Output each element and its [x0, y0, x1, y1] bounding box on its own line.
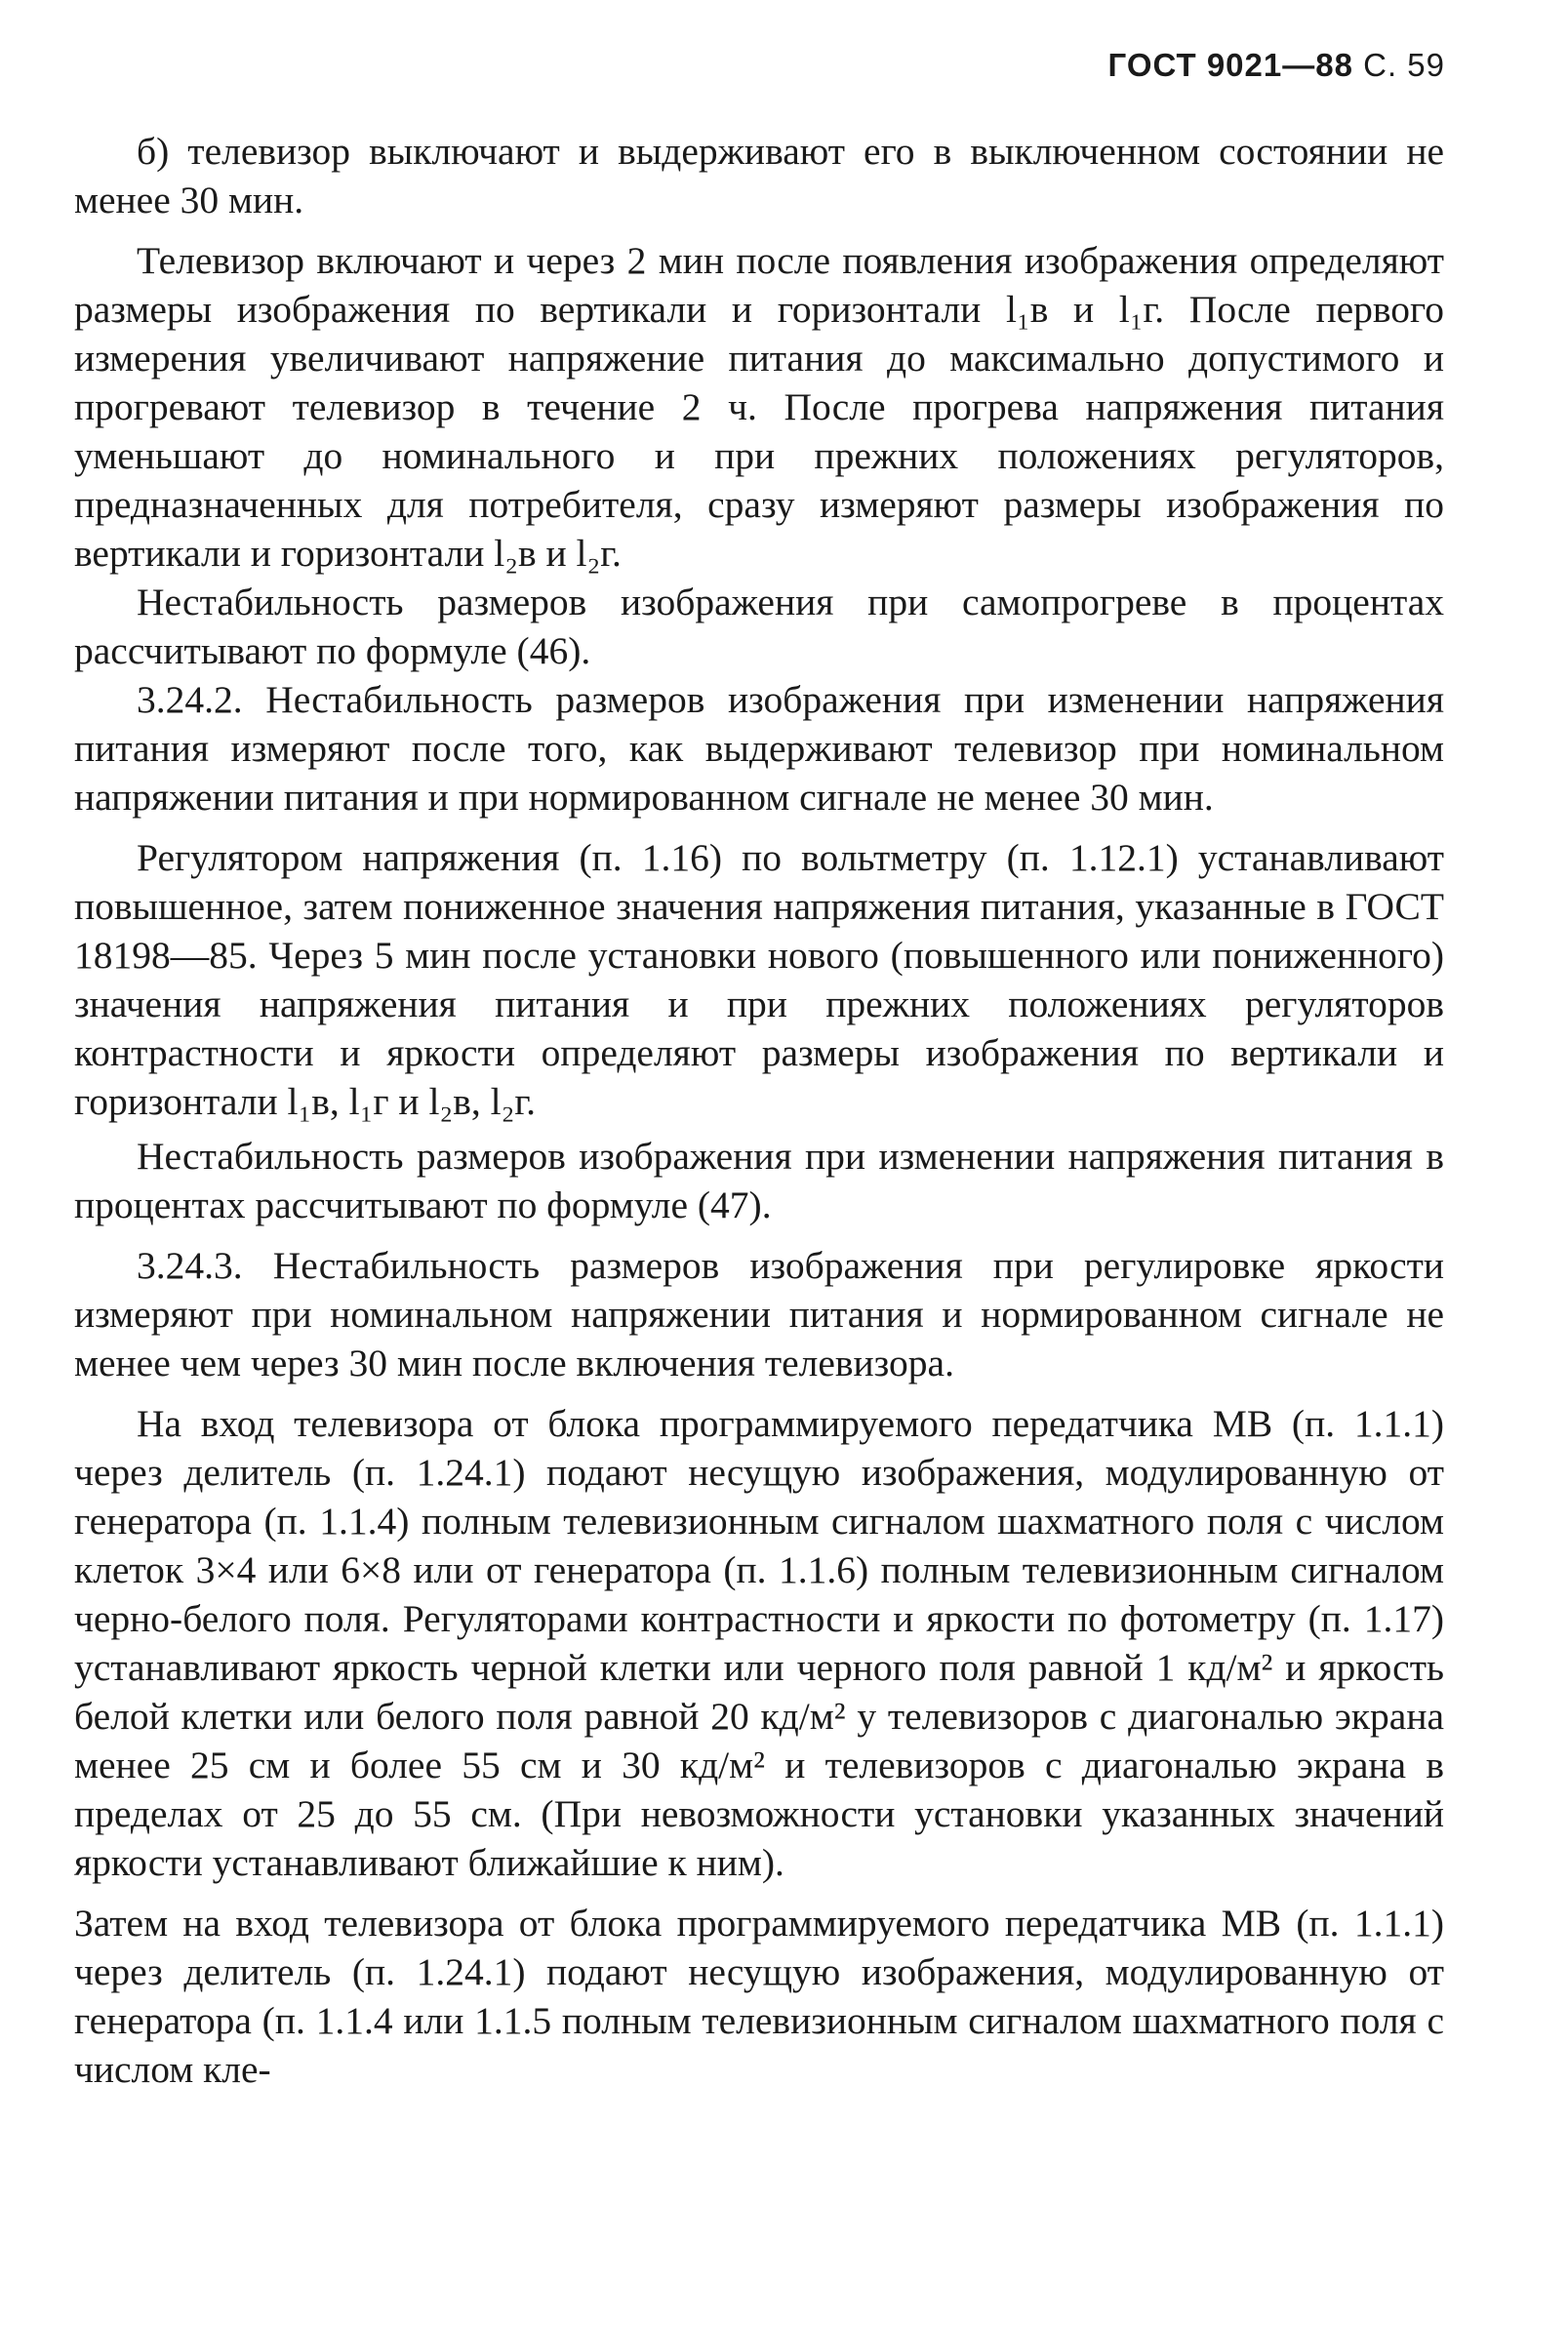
page-number: С. 59	[1363, 47, 1445, 83]
paragraph-section-3-24-2: 3.24.2. Нестабильность размеров изображения при изменении напряжения питания измеряют после того, как выдерживают телевизор при номинальном напряжении питания и при нормированном сигнале не менее 30 мин.	[74, 678, 1444, 819]
document-body	[74, 127, 1444, 2094]
paragraph-then-input: Затем на вход телевизора от блока программируемого передатчика МВ (п. 1.1.1) через делитель (п. 1.24.1) подают несущую изображения, модулированную от генератора (п. 1.1.4 или 1.1.5 полным телевизионным сигналом шахматного поля с числом кле-	[74, 1902, 1444, 2091]
paragraph-voltage-regulator: Регулятором напряжения (п. 1.16) по вольтметру (п. 1.12.1) устанавливают повышенное, затем пониженное значения напряжения питания, указанные в ГОСТ 18198—85. Через 5 мин после установки нового (повышенного или пониженного) значения напряжения питания и при прежних положениях регуляторов контрастности и яркости определяют размеры изображения по вертикали и горизонтали l₁в, l₁г и l₂в, l₂г.	[74, 836, 1444, 1123]
paragraph-section-3-24-3: 3.24.3. Нестабильность размеров изображения при регулировке яркости измеряют при номинальном напряжении питания и нормированном сигнале не менее чем через 30 мин после включения телевизора.	[74, 1244, 1444, 1384]
paragraph-self-heating-formula: Нестабильность размеров изображения при самопрогреве в процентах рассчитывают по формуле (46).	[74, 581, 1444, 672]
paragraph-voltage-formula: Нестабильность размеров изображения при изменении напряжения питания в процентах рассчитывают по формуле (47).	[74, 1135, 1444, 1226]
paragraph-item-b: б) телевизор выключают и выдерживают его в выключенном состоянии не менее 30 мин.	[74, 130, 1444, 221]
paragraph-input-setup: На вход телевизора от блока программируемого передатчика МВ (п. 1.1.1) через делитель (п. 1.24.1) подают несущую изображения, модулированную от генератора (п. 1.1.4) полным телевизионным сигналом шахматного поля с числом клеток 3×4 или 6×8 или от генератора (п. 1.1.6) полным телевизионным сигналом черно-белого поля. Регуляторами контрастности и яркости по фотометру (п. 1.17) устанавливают яркость черной клетки или черного поля равной 1 кд/м² и яркость белой клетки или белого поля равной 20 кд/м² у телевизоров с диагональю экрана менее 25 см и более 55 см и 30 кд/м² и телевизоров с диагональю экрана в пределах от 25 до 55 см. (При невозможности установки указанных значений яркости устанавливают ближайшие к ним).	[74, 1402, 1444, 1884]
page-header	[1108, 47, 1445, 84]
standard-number: ГОСТ 9021—88	[1107, 47, 1353, 83]
paragraph-procedure: Телевизор включают и через 2 мин после появления изображения определяют размеры изображения по вертикали и горизонтали l₁в и l₁г. После первого измерения увеличивают напряжение питания до максимально допустимого и прогревают телевизор в течение 2 ч. После прогрева напряжения питания уменьшают до номинального и при прежних положениях регуляторов, предназначенных для потребителя, сразу измеряют размеры изображения по вертикали и горизонтали l₂в и l₂г.	[74, 239, 1444, 575]
